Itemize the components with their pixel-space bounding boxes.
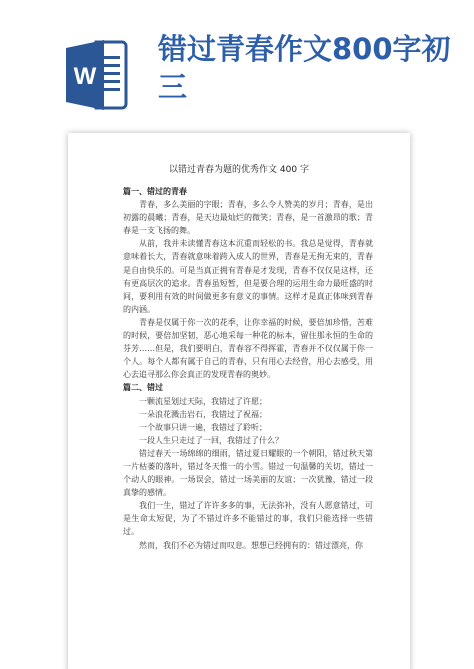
- paragraph: 我们一生，错过了许许多多的事，无法弥补，没有人愿意错过，可是生命太短促，为了不错过许多不能错过的事，我们只能选择一些错过。: [123, 501, 373, 537]
- section-heading: 篇一、错过的青春: [123, 187, 187, 196]
- paragraph: 错过春天一场绵绵的细雨，错过夏日耀眼的一个朝阳，错过秋天第一片枯萎的落叶，错过冬天惟一的小雪。错过一句温馨的关切，错过一个动人的眼神。一场误会，错过一场美丽的友谊；一次犹豫，错过一段真挚的感情。: [123, 448, 373, 498]
- banner-title: 错过青春作文800字初三: [158, 32, 451, 104]
- poem-line: 一段人生只走过了一回，我错过了什么？: [139, 435, 283, 445]
- banner: [0, 0, 474, 135]
- document-title: 以错过青春为题的优秀作文 400 字: [169, 165, 309, 175]
- document-page: [68, 133, 410, 669]
- poem-line: 一颗流星划过天际，我错过了许愿；: [139, 396, 267, 406]
- word-icon-letter: W: [73, 63, 97, 90]
- document-body: [123, 185, 373, 552]
- paragraph: 青春，多么美丽的字眼；青春，多么令人赞美的岁月；青春，是出初露的晨曦；青春，是天边最灿烂的微笑；青春，是一首激昂的歌；青春是一支飞扬的舞。: [123, 200, 373, 236]
- paragraph: 然而，我们不必为错过而叹息。想想已经拥有的：错过漂亮，你: [139, 540, 363, 550]
- paragraph: 青春是仅属于你一次的花季，让你幸福的时候，要倍加珍惜，苦难的时候，要倍加坚韧，恶心地采每一种花的标本，留住那永恒的生命的芬芳……但是，我们要明白，青春容不得挥霍，青春并不仅仅属于你一个人。每个人都有属于自己的青春，只有用心去经营，用心去感受，用心去追寻那么你会真正的发现青春的奥妙。: [123, 317, 373, 380]
- section-heading: 篇二、错过: [123, 383, 163, 393]
- poem-line: 一朵浪花溅击岩石，我错过了祝福；: [139, 409, 267, 419]
- word-document-icon: [62, 36, 132, 114]
- paragraph: 从前，我并未读懂青春这本沉重而轻松的书。我总是觉得，青春就意味着长大，青春就意味着跨入成人的世界，青春是无拘无束的，青春是自由快乐的。可是当真正拥有青春是才发现，青春不仅仅是这样，还有更高层次的追求。青春虽短暂，但是要合理的运用生命力最旺盛的时间，要利用有效的时间做更多有意义的事情。这样才是真正体味到青春的内涵。: [123, 239, 373, 314]
- poem-line: 一个故事只讲一遍，我错过了聆听；: [139, 422, 267, 432]
